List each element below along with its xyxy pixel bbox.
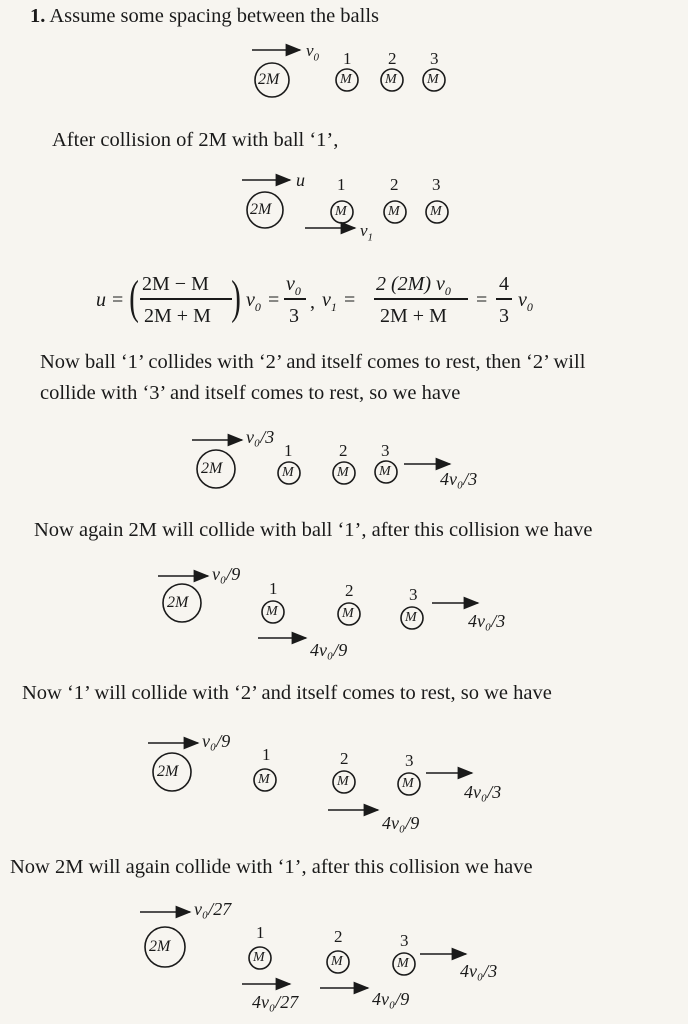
- d5-ball-2M-label: 2M: [157, 763, 179, 780]
- after-first-text: After collision of 2M with ball ‘1’,: [52, 129, 339, 151]
- diagram-5: [148, 743, 472, 810]
- d5-label-4v0-3: 4v₀/3: [464, 782, 502, 802]
- d2-ball-3-label: M: [430, 204, 442, 219]
- d6-label-4v0-9: 4v₀/9: [372, 989, 410, 1009]
- diagram-3: [192, 440, 450, 488]
- eq-u: u: [96, 289, 106, 311]
- eq-paren-right: ): [231, 271, 241, 324]
- rest-text-line-2: collide with ‘3’ and itself comes to rest, so we have: [40, 382, 461, 404]
- d5-label-v0-9: v₀/9: [202, 731, 231, 751]
- again-text: Now again 2M will collide with ball ‘1’, after this collision we have: [34, 519, 593, 541]
- d4-ball-3-label: M: [405, 610, 417, 625]
- eq-equals-4: =: [476, 289, 488, 311]
- d5-ball-3-label: M: [402, 776, 414, 791]
- d4-ball-1-label: M: [266, 604, 278, 619]
- eq-frac1-num: 2M − M: [142, 273, 209, 295]
- eq-v0: $v_0$: [246, 289, 261, 314]
- problem-number: 1.: [30, 5, 46, 27]
- eq-equals-1: =: [112, 289, 124, 311]
- d3-num-3: 3: [381, 441, 390, 460]
- d2-num-1: 1: [337, 175, 346, 194]
- d5-label-4v0-9: 4v₀/9: [382, 813, 420, 833]
- eq-paren-left: (: [129, 271, 139, 324]
- eq-v0-final: $v_0$: [518, 289, 533, 314]
- d4-num-1: 1: [269, 579, 278, 598]
- d6-num-1: 1: [256, 923, 265, 942]
- rest-text-line-1: Now ball ‘1’ collides with ‘2’ and itself comes to rest, then ‘2’ will: [40, 351, 586, 373]
- d6-ball-2M-label: 2M: [149, 938, 171, 955]
- d5-num-1: 1: [262, 745, 271, 764]
- d5-num-3: 3: [405, 751, 414, 770]
- d6-label-v0-27: v₀/27: [194, 899, 232, 919]
- eq-frac4-den: 3: [499, 305, 509, 327]
- d1-ball-2M-label: 2M: [258, 71, 280, 88]
- eq-frac3-den: 2M + M: [380, 305, 447, 327]
- eq-frac3-num: 2 (2M) $v_0$: [376, 273, 451, 298]
- d1-num-2: 2: [388, 49, 397, 68]
- d1-num-1: 1: [343, 49, 352, 68]
- d6-num-3: 3: [400, 931, 409, 950]
- d2-label-v1: $v_1$: [360, 221, 374, 244]
- d1-num-3: 3: [430, 49, 439, 68]
- now1-text: Now ‘1’ will collide with ‘2’ and itself comes to rest, so we have: [22, 682, 552, 704]
- d1-ball-2-label: M: [385, 72, 397, 87]
- d3-ball-1-label: M: [282, 465, 294, 480]
- diagram-4: [158, 576, 478, 638]
- d4-ball-2-label: M: [342, 606, 354, 621]
- intro-text: Assume some spacing between the balls: [49, 5, 380, 27]
- d2-ball-2M-label: 2M: [250, 201, 272, 218]
- d4-label-4v0-9: 4v₀/9: [310, 640, 348, 660]
- d3-num-1: 1: [284, 441, 293, 460]
- now2m-text: Now 2M will again collide with ‘1’, after this collision we have: [10, 856, 533, 878]
- eq-equals-2: =: [268, 289, 280, 311]
- d4-label-v0-9: v₀/9: [212, 564, 241, 584]
- d1-ball-1-label: M: [340, 72, 352, 87]
- d4-num-3: 3: [409, 585, 418, 604]
- d6-num-2: 2: [334, 927, 343, 946]
- d6-ball-1-label: M: [253, 950, 265, 965]
- d3-ball-2M-label: 2M: [201, 460, 223, 477]
- eq-v1: $v_1$: [322, 289, 337, 314]
- d2-ball-1-label: M: [335, 204, 347, 219]
- d3-label-4v0-3: 4v₀/3: [440, 469, 478, 489]
- d3-num-2: 2: [339, 441, 348, 460]
- d6-ball-3-label: M: [397, 956, 409, 971]
- d1-ball-3-label: M: [427, 72, 439, 87]
- d2-num-2: 2: [390, 175, 399, 194]
- d4-num-2: 2: [345, 581, 354, 600]
- eq-comma: ,: [310, 291, 315, 313]
- d5-num-2: 2: [340, 749, 349, 768]
- d3-label-v0-3: v₀/3: [246, 427, 275, 447]
- diagram-6: [140, 912, 466, 988]
- d2-num-3: 3: [432, 175, 441, 194]
- d6-ball-2-label: M: [331, 954, 343, 969]
- eq-frac2-num: $v_0$: [286, 273, 301, 298]
- d3-ball-2-label: M: [337, 465, 349, 480]
- d1-label-v0: $v_0$: [306, 41, 320, 64]
- d4-label-4v0-3: 4v₀/3: [468, 611, 506, 631]
- d3-ball-3-label: M: [379, 464, 391, 479]
- eq-frac1-den: 2M + M: [144, 305, 211, 327]
- eq-equals-3: =: [344, 289, 356, 311]
- d6-label-4v0-3: 4v₀/3: [460, 961, 498, 981]
- d5-ball-1-label: M: [258, 772, 270, 787]
- d5-ball-2-label: M: [337, 774, 349, 789]
- d2-ball-2-label: M: [388, 204, 400, 219]
- eq-frac4-num: 4: [499, 273, 509, 295]
- eq-frac2-den: 3: [289, 305, 299, 327]
- d4-ball-2M-label: 2M: [167, 594, 189, 611]
- d6-label-4v0-27: 4v₀/27: [252, 992, 299, 1012]
- d2-label-u: u: [296, 170, 305, 190]
